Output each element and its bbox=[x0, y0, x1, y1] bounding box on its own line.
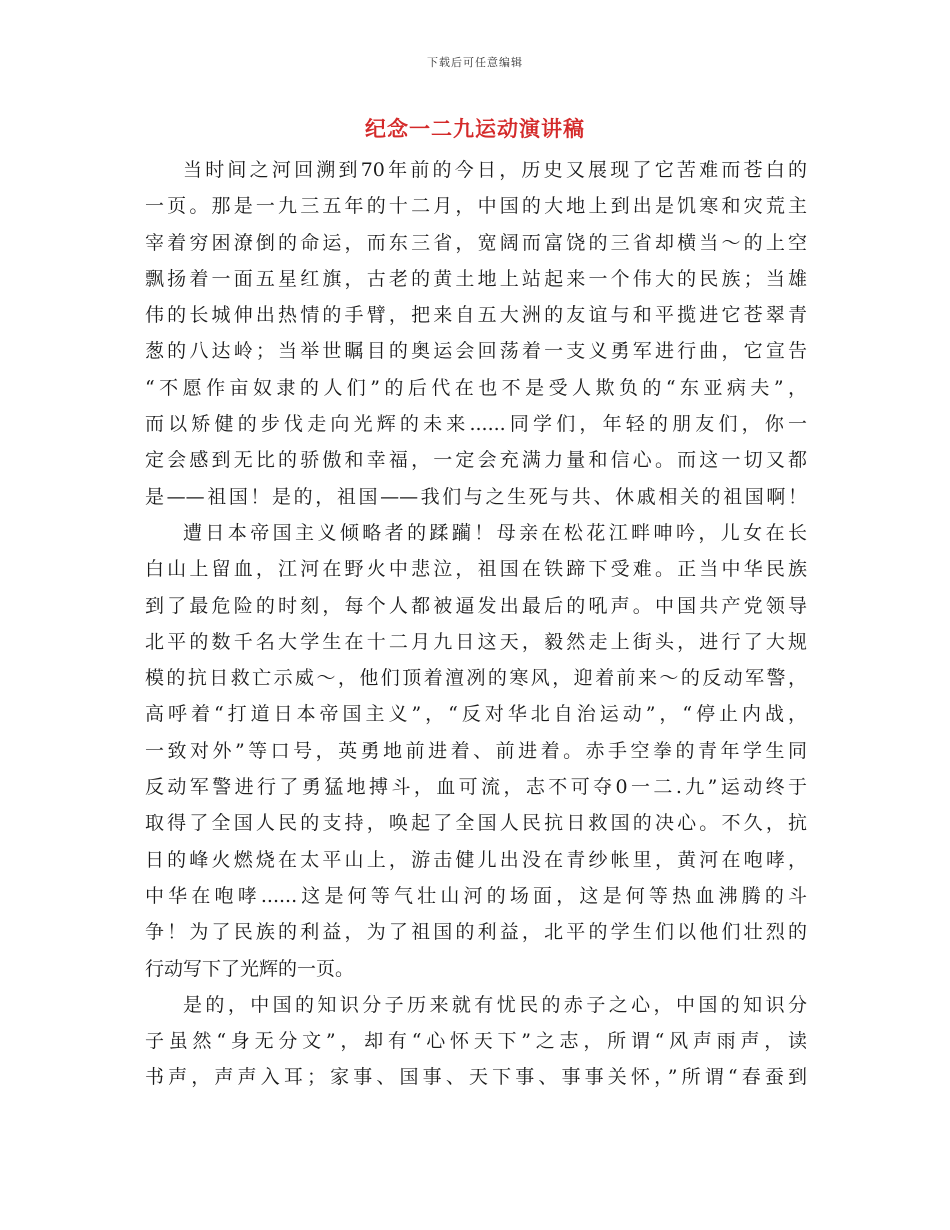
speech-body bbox=[145, 152, 807, 1096]
text-line: 反动军警进行了勇猛地搏斗，血可流，志不可夺0一二.九”运动终于 bbox=[145, 776, 807, 799]
text-line: “不愿作亩奴隶的人们”的后代在也不是受人欺负的“东亚病夫”， bbox=[145, 376, 807, 399]
text-line: 遭日本帝国主义倾略者的蹂躏！母亲在松花江畔呻吟，儿女在长 bbox=[183, 521, 807, 544]
text-line: 中华在咆哮......这是何等气壮山河的场面，这是何等热血沸腾的斗 bbox=[145, 884, 807, 907]
text-line: 北平的数千名大学生在十二月九日这天，毅然走上街头，进行了大规 bbox=[145, 630, 807, 653]
page-title: 纪念一二九运动演讲稿 bbox=[365, 117, 585, 141]
text-line: 书声，声声入耳；家事、国事、天下事、事事关怀，”所谓“春蚕到 bbox=[145, 1066, 807, 1089]
text-line: 飘扬着一面五星红旗，古老的黄土地上站起来一个伟大的民族；当雄 bbox=[145, 267, 807, 290]
text-line: 高呼着“打道日本帝国主义”，“反对华北自治运动”，“停止内战， bbox=[145, 703, 807, 726]
text-line: 争！为了民族的利益，为了祖国的利益，北平的学生们以他们壮烈的 bbox=[145, 921, 807, 944]
text-line: 当时间之河回溯到70年前的今日，历史又展现了它苦难而苍白的 bbox=[183, 159, 807, 181]
text-line: 是的，中国的知识分子历来就有忧民的赤子之心，中国的知识分 bbox=[183, 993, 807, 1016]
text-line: 一页。那是一九三五年的十二月，中国的大地上到出是饥寒和灾荒主 bbox=[145, 195, 807, 218]
text-line: 而以矫健的步伐走向光辉的未来......同学们，年轻的朋友们，你一 bbox=[145, 413, 807, 436]
text-line: 模的抗日救亡示威～，他们顶着澶冽的寒风，迎着前来～的反动军警， bbox=[145, 667, 807, 690]
text-line: 是——祖国！是的，祖国——我们与之生死与共、休戚相关的祖国啊！ bbox=[145, 485, 807, 508]
text-line: 到了最危险的时刻，每个人都被逼发出最后的吼声。中国共产党领导 bbox=[145, 594, 807, 617]
text-line: 白山上留血，江河在野火中悲泣，祖国在铁蹄下受难。正当中华民族 bbox=[145, 558, 807, 581]
text-line: 定会感到无比的骄傲和幸福，一定会充满力量和信心。而这一切又都 bbox=[145, 449, 807, 472]
header-note: 下载后可任意编辑 bbox=[427, 56, 523, 69]
text-line: 行动写下了光辉的一页。 bbox=[145, 957, 355, 980]
text-line: 宰着穷困潦倒的命运，而东三省，宽阔而富饶的三省却横当～的上空 bbox=[145, 231, 807, 254]
text-line: 一致对外”等口号，英勇地前进着、前进着。赤手空拳的青年学生同 bbox=[145, 739, 807, 762]
text-line: 子虽然“身无分文”，却有“心怀天下”之志，所谓“风声雨声，读 bbox=[145, 1030, 807, 1053]
text-line: 伟的长城伸出热情的手臂，把来自五大洲的友谊与和平揽进它苍翠青 bbox=[145, 304, 807, 327]
text-line: 日的峰火燃烧在太平山上，游击健儿出没在青纱帐里，黄河在咆哮， bbox=[145, 848, 807, 871]
text-line: 取得了全国人民的支持，唤起了全国人民抗日救国的决心。不久，抗 bbox=[145, 812, 807, 835]
text-line: 葱的八达岭；当举世瞩目的奥运会回荡着一支义勇军进行曲，它宣告 bbox=[145, 340, 807, 363]
